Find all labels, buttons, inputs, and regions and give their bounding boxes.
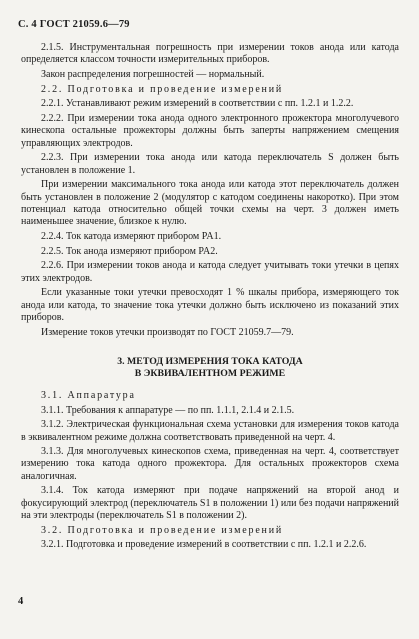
subsection-heading: 3.1. Аппаратура <box>41 389 136 401</box>
subsection-heading: 3.2. Подготовка и проведение измерений <box>41 524 284 536</box>
paragraph: Закон распределения погрешностей — нормальный. <box>41 68 265 80</box>
paragraph: Если указанные токи утечки превосходят 1 % шкалы прибора, измеряющего ток анода или катода, то значение тока утечки должно быть исключено из показаний этих приборов. <box>21 287 399 323</box>
paragraph: 3.1.1. Требования к аппаратуре — по пп. 1.1.1, 2.1.4 и 2.1.5. <box>41 404 295 416</box>
paragraph: 3.1.3. Для многолучевых кинескопов схема, приведенная на черт. 4, соответствует измерению тока катода одного прожектора. Для остальных прожекторов схема аналогичная. <box>21 446 399 482</box>
document-body <box>21 42 399 554</box>
paragraph: 2.2.2. При измерении тока анода одного электронного прожектора многолучевого кинескопа остальные прожекторы должны быть заперты напряжением смещения управляющих электродов. <box>21 113 399 149</box>
paragraph: 2.2.5. Ток анода измеряют прибором PA2. <box>41 245 218 257</box>
section-title <box>21 356 399 380</box>
paragraph: 2.2.3. При измерении тока анода или катода переключатель S должен быть установлен в положение 1. <box>21 152 399 176</box>
section-title-line-2: В ЭКВИВАЛЕНТНОМ РЕЖИМЕ <box>134 367 286 379</box>
page-header: С. 4 ГОСТ 21059.6—79 <box>18 19 130 30</box>
section-title-line-1: 3. МЕТОД ИЗМЕРЕНИЯ ТОКА КАТОДА <box>117 355 303 367</box>
subsection-heading: 2.2. Подготовка и проведение измерений <box>41 83 284 95</box>
page-number: 4 <box>18 596 24 607</box>
paragraph: 2.2.4. Ток катода измеряют прибором PA1. <box>41 230 222 242</box>
paragraph: При измерении максимального тока анода или катода этот переключатель должен быть установлен в положение 2 (модулятор с катодом соединены накоротко). При этом потенциал катода относительно общей точки схемы на черт. 3 должен иметь наименьшее значение, близкое к нулю. <box>21 179 399 228</box>
paragraph: 2.2.1. Устанавливают режим измерений в соответствии с пп. 1.2.1 и 1.2.2. <box>41 98 354 110</box>
paragraph: 2.2.6. При измерении токов анода и катода следует учитывать токи утечки в цепях этих электродов. <box>21 260 399 284</box>
paragraph: Измерение токов утечки производят по ГОСТ 21059.7—79. <box>41 326 294 338</box>
paragraph: 3.2.1. Подготовка и проведение измерений в соответствии с пп. 1.2.1 и 2.2.6. <box>41 539 367 551</box>
paragraph: 2.1.5. Инструментальная погрешность при измерении токов анода или катода определяется классом точности измерительных приборов. <box>21 42 399 66</box>
paragraph: 3.1.2. Электрическая функциональная схема установки для измерения токов катода в эквивалентном режиме должна соответствовать приведенной на черт. 4. <box>21 419 399 443</box>
paragraph: 3.1.4. Ток катода измеряют при подаче напряжений на второй анод и фокусирующий электрод (переключатель S1 в положении 1) или без подачи напряжений на эти электроды (переключатель S1 в положении 2). <box>21 485 399 522</box>
